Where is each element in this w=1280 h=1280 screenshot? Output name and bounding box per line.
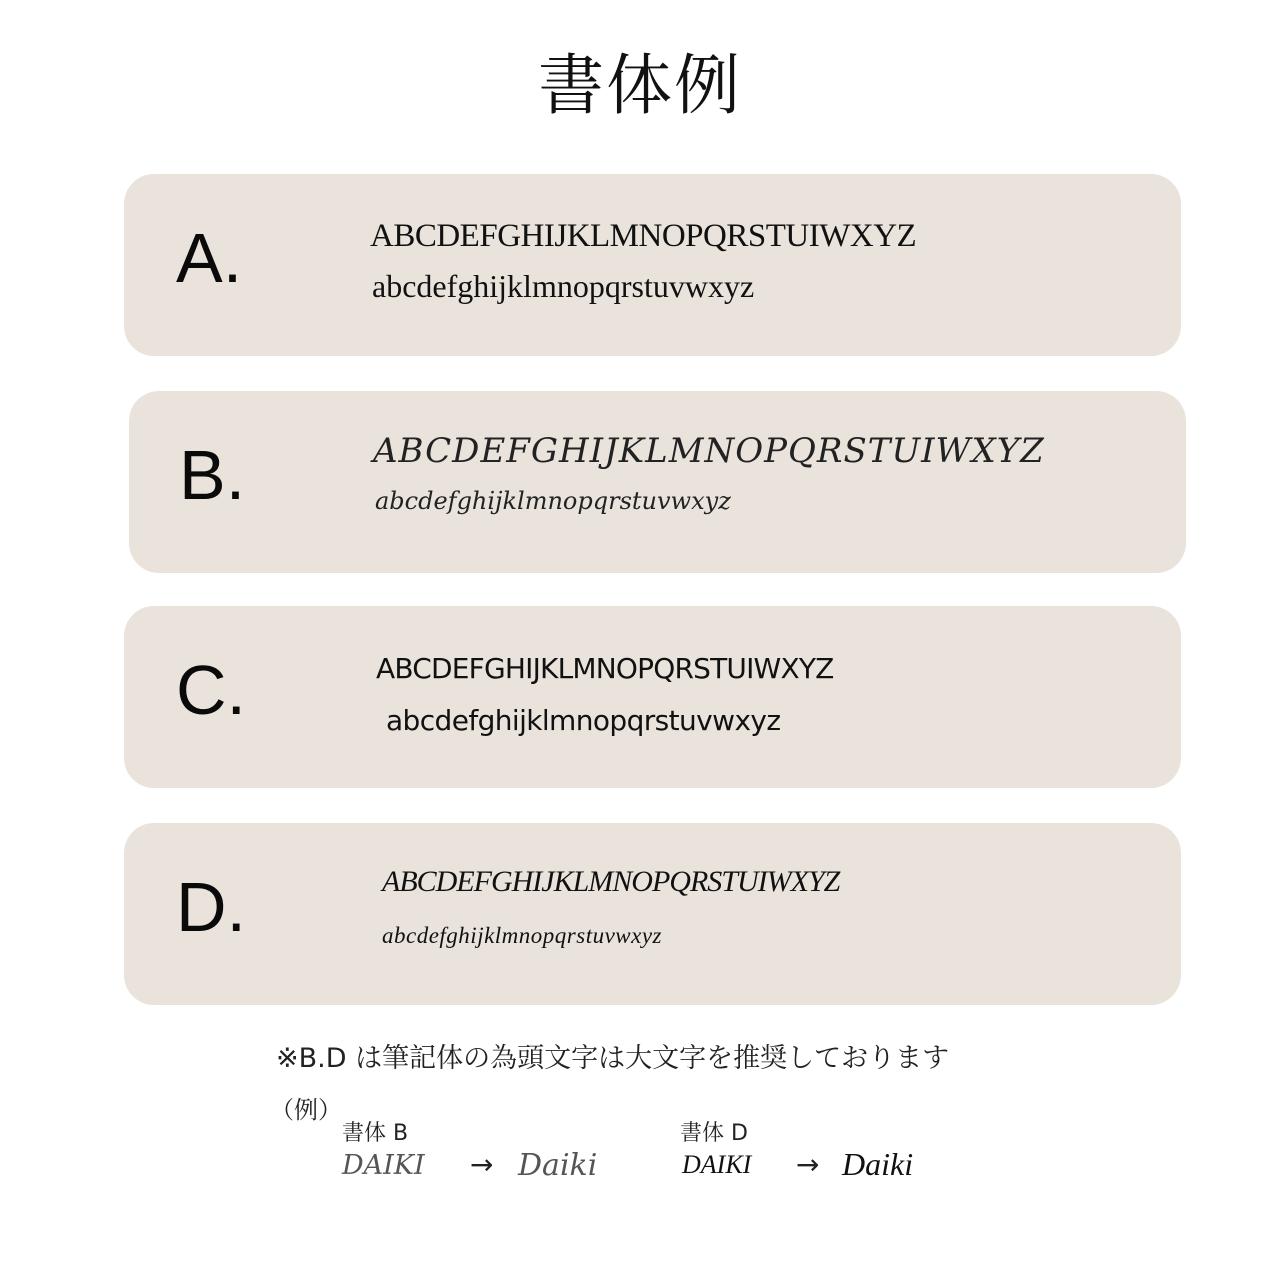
font-card-a bbox=[124, 174, 1181, 356]
lowercase-sample: abcdefghijklmnopqrstuvwxyz bbox=[372, 268, 755, 304]
arrow-icon: → bbox=[470, 1148, 494, 1181]
card-label: B. bbox=[179, 436, 246, 514]
example-b-caption: 書体 B bbox=[342, 1121, 409, 1146]
example-b-before: DAIKI bbox=[342, 1150, 425, 1181]
uppercase-sample: ABCDEFGHIJKLMNOPQRSTUIWXYZ bbox=[382, 865, 840, 898]
font-card-b bbox=[129, 391, 1186, 573]
page-title: 書体例 bbox=[538, 47, 742, 124]
card-label: C. bbox=[176, 651, 246, 729]
lowercase-sample: abcdefghijklmnopqrstuvwxyz bbox=[382, 923, 663, 948]
lowercase-sample: abcdefghijklmnopqrstuvwxyz bbox=[375, 487, 731, 515]
example-d-caption: 書体 D bbox=[680, 1121, 748, 1146]
uppercase-sample: ABCDEFGHIJKLMNOPQRSTUIWXYZ bbox=[376, 652, 834, 685]
card-label: D. bbox=[176, 868, 246, 946]
uppercase-sample: ABCDEFGHIJKLMNOPQRSTUIWXYZ bbox=[373, 431, 1045, 471]
example-d-before: DAIKI bbox=[682, 1150, 752, 1179]
uppercase-sample: ABCDEFGHIJKLMNOPQRSTUIWXYZ bbox=[370, 218, 917, 254]
lowercase-sample: abcdefghijklmnopqrstuvwxyz bbox=[386, 704, 781, 737]
example-d-after: Daiki bbox=[842, 1146, 914, 1182]
card-label: A. bbox=[176, 219, 243, 297]
font-card-c bbox=[124, 606, 1181, 788]
arrow-icon: → bbox=[796, 1148, 820, 1181]
font-card-d bbox=[124, 823, 1181, 1005]
example-label: （例） bbox=[270, 1096, 342, 1124]
example-b-after: Daiki bbox=[518, 1148, 598, 1183]
recommendation-note: ※B.D は筆記体の為頭文字は大文字を推奨しております bbox=[276, 1043, 950, 1074]
